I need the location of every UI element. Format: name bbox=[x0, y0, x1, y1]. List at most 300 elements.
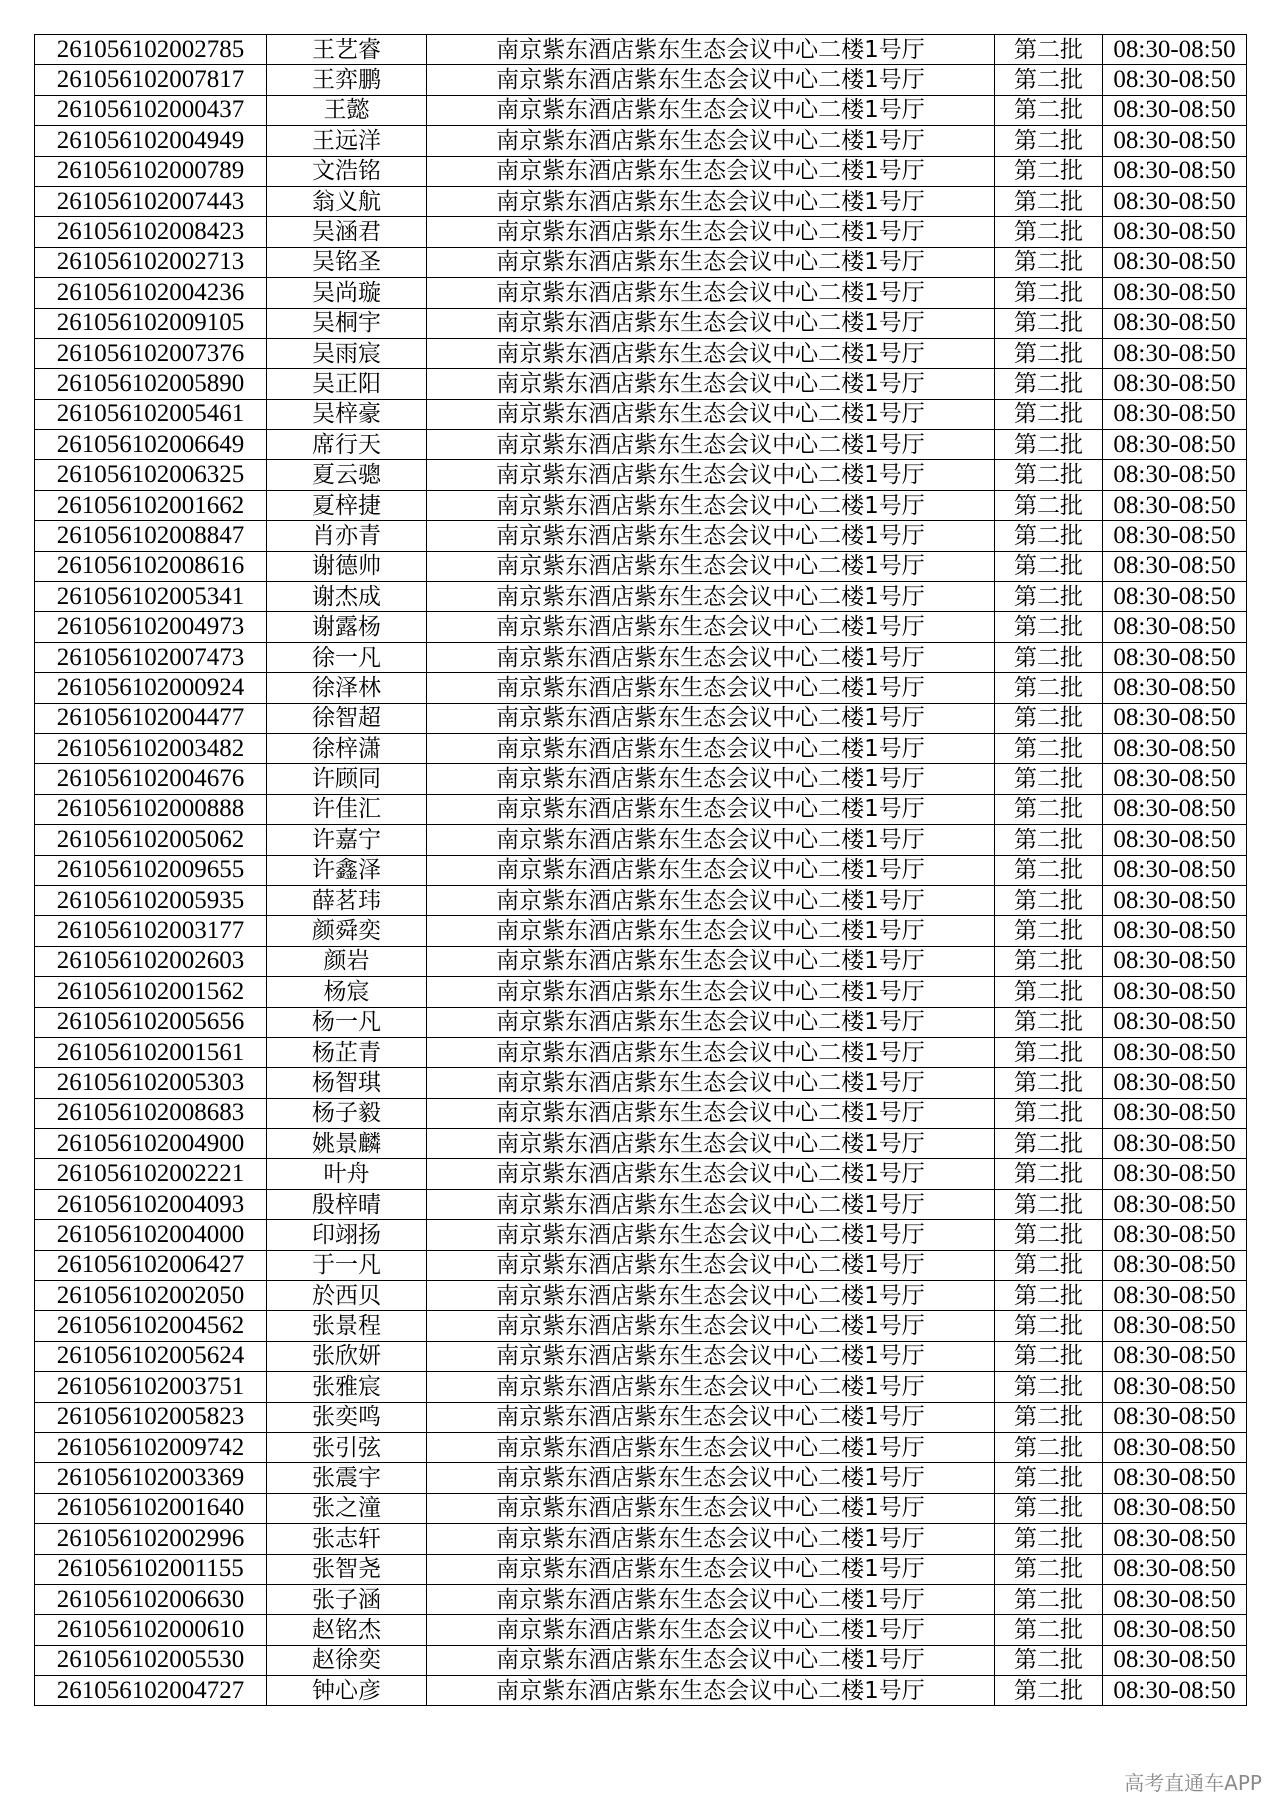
student-name-cell: 赵铭杰 bbox=[267, 1615, 427, 1645]
venue-cell: 南京紫东酒店紫东生态会议中心二楼1号厅 bbox=[427, 1007, 995, 1037]
time-slot-cell: 08:30-08:50 bbox=[1103, 673, 1247, 703]
venue-cell: 南京紫东酒店紫东生态会议中心二楼1号厅 bbox=[427, 308, 995, 338]
batch-cell: 第二批 bbox=[995, 399, 1103, 429]
watermark-text: 高考直通车APP bbox=[1124, 1771, 1262, 1795]
student-name-cell: 张震宇 bbox=[267, 1463, 427, 1493]
table-row bbox=[35, 946, 1247, 976]
time-slot-cell: 08:30-08:50 bbox=[1103, 885, 1247, 915]
batch-cell: 第二批 bbox=[995, 1493, 1103, 1523]
student-name-cell: 夏梓捷 bbox=[267, 490, 427, 520]
batch-cell: 第二批 bbox=[995, 430, 1103, 460]
batch-cell: 第二批 bbox=[995, 885, 1103, 915]
table-row bbox=[35, 1645, 1247, 1675]
venue-cell: 南京紫东酒店紫东生态会议中心二楼1号厅 bbox=[427, 1311, 995, 1341]
time-slot-cell: 08:30-08:50 bbox=[1103, 95, 1247, 125]
venue-cell: 南京紫东酒店紫东生态会议中心二楼1号厅 bbox=[427, 1220, 995, 1250]
exam-id-cell: 261056102000924 bbox=[35, 673, 267, 703]
table-row bbox=[35, 1311, 1247, 1341]
batch-cell: 第二批 bbox=[995, 65, 1103, 95]
time-slot-cell: 08:30-08:50 bbox=[1103, 308, 1247, 338]
exam-schedule-table bbox=[34, 34, 1247, 1706]
venue-cell: 南京紫东酒店紫东生态会议中心二楼1号厅 bbox=[427, 642, 995, 672]
student-name-cell: 许顾同 bbox=[267, 764, 427, 794]
time-slot-cell: 08:30-08:50 bbox=[1103, 460, 1247, 490]
table-row bbox=[35, 308, 1247, 338]
exam-id-cell: 261056102004236 bbox=[35, 278, 267, 308]
venue-cell: 南京紫东酒店紫东生态会议中心二楼1号厅 bbox=[427, 855, 995, 885]
venue-cell: 南京紫东酒店紫东生态会议中心二楼1号厅 bbox=[427, 825, 995, 855]
table-row bbox=[35, 1372, 1247, 1402]
student-name-cell: 夏云骢 bbox=[267, 460, 427, 490]
exam-id-cell: 261056102004562 bbox=[35, 1311, 267, 1341]
venue-cell: 南京紫东酒店紫东生态会议中心二楼1号厅 bbox=[427, 1281, 995, 1311]
table-row bbox=[35, 764, 1247, 794]
venue-cell: 南京紫东酒店紫东生态会议中心二楼1号厅 bbox=[427, 794, 995, 824]
exam-id-cell: 261056102008423 bbox=[35, 217, 267, 247]
exam-id-cell: 261056102009105 bbox=[35, 308, 267, 338]
time-slot-cell: 08:30-08:50 bbox=[1103, 703, 1247, 733]
student-name-cell: 杨芷青 bbox=[267, 1037, 427, 1067]
student-name-cell: 杨智琪 bbox=[267, 1068, 427, 1098]
venue-cell: 南京紫东酒店紫东生态会议中心二楼1号厅 bbox=[427, 126, 995, 156]
student-name-cell: 杨一凡 bbox=[267, 1007, 427, 1037]
batch-cell: 第二批 bbox=[995, 612, 1103, 642]
time-slot-cell: 08:30-08:50 bbox=[1103, 399, 1247, 429]
student-name-cell: 张奕鸣 bbox=[267, 1402, 427, 1432]
time-slot-cell: 08:30-08:50 bbox=[1103, 1372, 1247, 1402]
venue-cell: 南京紫东酒店紫东生态会议中心二楼1号厅 bbox=[427, 460, 995, 490]
student-name-cell: 徐智超 bbox=[267, 703, 427, 733]
exam-id-cell: 261056102001155 bbox=[35, 1554, 267, 1584]
exam-id-cell: 261056102006630 bbox=[35, 1584, 267, 1614]
venue-cell: 南京紫东酒店紫东生态会议中心二楼1号厅 bbox=[427, 1037, 995, 1067]
venue-cell: 南京紫东酒店紫东生态会议中心二楼1号厅 bbox=[427, 1584, 995, 1614]
exam-id-cell: 261056102000437 bbox=[35, 95, 267, 125]
time-slot-cell: 08:30-08:50 bbox=[1103, 1524, 1247, 1554]
venue-cell: 南京紫东酒店紫东生态会议中心二楼1号厅 bbox=[427, 946, 995, 976]
venue-cell: 南京紫东酒店紫东生态会议中心二楼1号厅 bbox=[427, 1098, 995, 1128]
venue-cell: 南京紫东酒店紫东生态会议中心二楼1号厅 bbox=[427, 490, 995, 520]
table-row bbox=[35, 1615, 1247, 1645]
time-slot-cell: 08:30-08:50 bbox=[1103, 490, 1247, 520]
student-name-cell: 王远洋 bbox=[267, 126, 427, 156]
venue-cell: 南京紫东酒店紫东生态会议中心二楼1号厅 bbox=[427, 278, 995, 308]
exam-id-cell: 261056102005341 bbox=[35, 582, 267, 612]
venue-cell: 南京紫东酒店紫东生态会议中心二楼1号厅 bbox=[427, 1129, 995, 1159]
venue-cell: 南京紫东酒店紫东生态会议中心二楼1号厅 bbox=[427, 369, 995, 399]
time-slot-cell: 08:30-08:50 bbox=[1103, 1281, 1247, 1311]
venue-cell: 南京紫东酒店紫东生态会议中心二楼1号厅 bbox=[427, 1068, 995, 1098]
exam-id-cell: 261056102004973 bbox=[35, 612, 267, 642]
venue-cell: 南京紫东酒店紫东生态会议中心二楼1号厅 bbox=[427, 65, 995, 95]
time-slot-cell: 08:30-08:50 bbox=[1103, 65, 1247, 95]
student-name-cell: 张引弦 bbox=[267, 1432, 427, 1462]
student-name-cell: 徐梓潇 bbox=[267, 733, 427, 763]
batch-cell: 第二批 bbox=[995, 1432, 1103, 1462]
time-slot-cell: 08:30-08:50 bbox=[1103, 1676, 1247, 1706]
exam-id-cell: 261056102005624 bbox=[35, 1341, 267, 1371]
table-row bbox=[35, 855, 1247, 885]
student-name-cell: 王弈鹏 bbox=[267, 65, 427, 95]
student-name-cell: 姚景麟 bbox=[267, 1129, 427, 1159]
student-name-cell: 徐泽林 bbox=[267, 673, 427, 703]
table-row bbox=[35, 1129, 1247, 1159]
table-row bbox=[35, 95, 1247, 125]
venue-cell: 南京紫东酒店紫东生态会议中心二楼1号厅 bbox=[427, 1432, 995, 1462]
time-slot-cell: 08:30-08:50 bbox=[1103, 916, 1247, 946]
time-slot-cell: 08:30-08:50 bbox=[1103, 582, 1247, 612]
batch-cell: 第二批 bbox=[995, 156, 1103, 186]
table-row bbox=[35, 794, 1247, 824]
time-slot-cell: 08:30-08:50 bbox=[1103, 642, 1247, 672]
table-row bbox=[35, 1007, 1247, 1037]
exam-id-cell: 261056102000888 bbox=[35, 794, 267, 824]
batch-cell: 第二批 bbox=[995, 35, 1103, 65]
exam-id-cell: 261056102002221 bbox=[35, 1159, 267, 1189]
time-slot-cell: 08:30-08:50 bbox=[1103, 733, 1247, 763]
batch-cell: 第二批 bbox=[995, 977, 1103, 1007]
student-name-cell: 张景程 bbox=[267, 1311, 427, 1341]
student-name-cell: 杨宸 bbox=[267, 977, 427, 1007]
exam-id-cell: 261056102004900 bbox=[35, 1129, 267, 1159]
student-name-cell: 于一凡 bbox=[267, 1250, 427, 1280]
exam-id-cell: 261056102000610 bbox=[35, 1615, 267, 1645]
student-name-cell: 张子涵 bbox=[267, 1584, 427, 1614]
batch-cell: 第二批 bbox=[995, 1676, 1103, 1706]
batch-cell: 第二批 bbox=[995, 338, 1103, 368]
exam-id-cell: 261056102003751 bbox=[35, 1372, 267, 1402]
table-row bbox=[35, 430, 1247, 460]
venue-cell: 南京紫东酒店紫东生态会议中心二楼1号厅 bbox=[427, 916, 995, 946]
venue-cell: 南京紫东酒店紫东生态会议中心二楼1号厅 bbox=[427, 673, 995, 703]
time-slot-cell: 08:30-08:50 bbox=[1103, 1341, 1247, 1371]
batch-cell: 第二批 bbox=[995, 278, 1103, 308]
batch-cell: 第二批 bbox=[995, 1281, 1103, 1311]
table-row bbox=[35, 1037, 1247, 1067]
venue-cell: 南京紫东酒店紫东生态会议中心二楼1号厅 bbox=[427, 156, 995, 186]
student-name-cell: 於西贝 bbox=[267, 1281, 427, 1311]
student-name-cell: 王懿 bbox=[267, 95, 427, 125]
time-slot-cell: 08:30-08:50 bbox=[1103, 278, 1247, 308]
time-slot-cell: 08:30-08:50 bbox=[1103, 1220, 1247, 1250]
time-slot-cell: 08:30-08:50 bbox=[1103, 977, 1247, 1007]
batch-cell: 第二批 bbox=[995, 95, 1103, 125]
batch-cell: 第二批 bbox=[995, 369, 1103, 399]
batch-cell: 第二批 bbox=[995, 1098, 1103, 1128]
student-name-cell: 文浩铭 bbox=[267, 156, 427, 186]
batch-cell: 第二批 bbox=[995, 1129, 1103, 1159]
student-name-cell: 许嘉宁 bbox=[267, 825, 427, 855]
time-slot-cell: 08:30-08:50 bbox=[1103, 1311, 1247, 1341]
batch-cell: 第二批 bbox=[995, 490, 1103, 520]
table-row bbox=[35, 612, 1247, 642]
time-slot-cell: 08:30-08:50 bbox=[1103, 1463, 1247, 1493]
exam-id-cell: 261056102002713 bbox=[35, 247, 267, 277]
table-row bbox=[35, 35, 1247, 65]
student-name-cell: 吴梓豪 bbox=[267, 399, 427, 429]
table-row bbox=[35, 733, 1247, 763]
table-row bbox=[35, 1463, 1247, 1493]
table-row bbox=[35, 217, 1247, 247]
exam-id-cell: 261056102005935 bbox=[35, 885, 267, 915]
student-name-cell: 颜岩 bbox=[267, 946, 427, 976]
exam-id-cell: 261056102001640 bbox=[35, 1493, 267, 1523]
student-name-cell: 颜舜奕 bbox=[267, 916, 427, 946]
exam-id-cell: 261056102007443 bbox=[35, 186, 267, 216]
exam-id-cell: 261056102005656 bbox=[35, 1007, 267, 1037]
batch-cell: 第二批 bbox=[995, 733, 1103, 763]
time-slot-cell: 08:30-08:50 bbox=[1103, 612, 1247, 642]
table-row bbox=[35, 1189, 1247, 1219]
student-name-cell: 薛茗玮 bbox=[267, 885, 427, 915]
exam-id-cell: 261056102003482 bbox=[35, 733, 267, 763]
table-row bbox=[35, 582, 1247, 612]
exam-id-cell: 261056102005823 bbox=[35, 1402, 267, 1432]
exam-id-cell: 261056102003177 bbox=[35, 916, 267, 946]
batch-cell: 第二批 bbox=[995, 1584, 1103, 1614]
batch-cell: 第二批 bbox=[995, 1402, 1103, 1432]
exam-id-cell: 261056102006325 bbox=[35, 460, 267, 490]
exam-id-cell: 261056102005890 bbox=[35, 369, 267, 399]
table-row bbox=[35, 977, 1247, 1007]
exam-id-cell: 261056102007473 bbox=[35, 642, 267, 672]
table-row bbox=[35, 642, 1247, 672]
table-row bbox=[35, 1524, 1247, 1554]
table-row bbox=[35, 1554, 1247, 1584]
batch-cell: 第二批 bbox=[995, 673, 1103, 703]
exam-id-cell: 261056102002996 bbox=[35, 1524, 267, 1554]
student-name-cell: 翁义航 bbox=[267, 186, 427, 216]
exam-id-cell: 261056102004093 bbox=[35, 1189, 267, 1219]
exam-id-cell: 261056102005303 bbox=[35, 1068, 267, 1098]
batch-cell: 第二批 bbox=[995, 794, 1103, 824]
table-row bbox=[35, 703, 1247, 733]
time-slot-cell: 08:30-08:50 bbox=[1103, 825, 1247, 855]
exam-id-cell: 261056102002603 bbox=[35, 946, 267, 976]
batch-cell: 第二批 bbox=[995, 703, 1103, 733]
venue-cell: 南京紫东酒店紫东生态会议中心二楼1号厅 bbox=[427, 338, 995, 368]
time-slot-cell: 08:30-08:50 bbox=[1103, 430, 1247, 460]
time-slot-cell: 08:30-08:50 bbox=[1103, 1584, 1247, 1614]
table-row bbox=[35, 673, 1247, 703]
exam-id-cell: 261056102009655 bbox=[35, 855, 267, 885]
time-slot-cell: 08:30-08:50 bbox=[1103, 764, 1247, 794]
student-name-cell: 张雅宸 bbox=[267, 1372, 427, 1402]
venue-cell: 南京紫东酒店紫东生态会议中心二楼1号厅 bbox=[427, 703, 995, 733]
venue-cell: 南京紫东酒店紫东生态会议中心二楼1号厅 bbox=[427, 612, 995, 642]
exam-id-cell: 261056102007817 bbox=[35, 65, 267, 95]
table-row bbox=[35, 1341, 1247, 1371]
venue-cell: 南京紫东酒店紫东生态会议中心二楼1号厅 bbox=[427, 35, 995, 65]
time-slot-cell: 08:30-08:50 bbox=[1103, 1129, 1247, 1159]
batch-cell: 第二批 bbox=[995, 582, 1103, 612]
venue-cell: 南京紫东酒店紫东生态会议中心二楼1号厅 bbox=[427, 95, 995, 125]
time-slot-cell: 08:30-08:50 bbox=[1103, 1189, 1247, 1219]
venue-cell: 南京紫东酒店紫东生态会议中心二楼1号厅 bbox=[427, 1615, 995, 1645]
batch-cell: 第二批 bbox=[995, 186, 1103, 216]
batch-cell: 第二批 bbox=[995, 1189, 1103, 1219]
table-row bbox=[35, 1281, 1247, 1311]
exam-id-cell: 261056102001562 bbox=[35, 977, 267, 1007]
time-slot-cell: 08:30-08:50 bbox=[1103, 1037, 1247, 1067]
time-slot-cell: 08:30-08:50 bbox=[1103, 1554, 1247, 1584]
student-name-cell: 叶舟 bbox=[267, 1159, 427, 1189]
venue-cell: 南京紫东酒店紫东生态会议中心二楼1号厅 bbox=[427, 247, 995, 277]
time-slot-cell: 08:30-08:50 bbox=[1103, 35, 1247, 65]
student-name-cell: 肖亦青 bbox=[267, 521, 427, 551]
batch-cell: 第二批 bbox=[995, 126, 1103, 156]
student-name-cell: 席行天 bbox=[267, 430, 427, 460]
table-row bbox=[35, 460, 1247, 490]
exam-id-cell: 261056102008616 bbox=[35, 551, 267, 581]
student-name-cell: 杨子毅 bbox=[267, 1098, 427, 1128]
student-name-cell: 张欣妍 bbox=[267, 1341, 427, 1371]
time-slot-cell: 08:30-08:50 bbox=[1103, 338, 1247, 368]
student-name-cell: 吴正阳 bbox=[267, 369, 427, 399]
exam-id-cell: 261056102006649 bbox=[35, 430, 267, 460]
exam-id-cell: 261056102005062 bbox=[35, 825, 267, 855]
venue-cell: 南京紫东酒店紫东生态会议中心二楼1号厅 bbox=[427, 1341, 995, 1371]
batch-cell: 第二批 bbox=[995, 1524, 1103, 1554]
table-row bbox=[35, 1402, 1247, 1432]
venue-cell: 南京紫东酒店紫东生态会议中心二楼1号厅 bbox=[427, 885, 995, 915]
batch-cell: 第二批 bbox=[995, 764, 1103, 794]
student-name-cell: 王艺睿 bbox=[267, 35, 427, 65]
student-name-cell: 殷梓晴 bbox=[267, 1189, 427, 1219]
venue-cell: 南京紫东酒店紫东生态会议中心二楼1号厅 bbox=[427, 582, 995, 612]
table-row bbox=[35, 521, 1247, 551]
batch-cell: 第二批 bbox=[995, 217, 1103, 247]
student-name-cell: 吴雨宸 bbox=[267, 338, 427, 368]
time-slot-cell: 08:30-08:50 bbox=[1103, 1250, 1247, 1280]
table-row bbox=[35, 1159, 1247, 1189]
student-name-cell: 吴铭圣 bbox=[267, 247, 427, 277]
batch-cell: 第二批 bbox=[995, 1159, 1103, 1189]
venue-cell: 南京紫东酒店紫东生态会议中心二楼1号厅 bbox=[427, 1189, 995, 1219]
table-row bbox=[35, 1493, 1247, 1523]
time-slot-cell: 08:30-08:50 bbox=[1103, 855, 1247, 885]
venue-cell: 南京紫东酒店紫东生态会议中心二楼1号厅 bbox=[427, 1524, 995, 1554]
exam-id-cell: 261056102004477 bbox=[35, 703, 267, 733]
batch-cell: 第二批 bbox=[995, 642, 1103, 672]
venue-cell: 南京紫东酒店紫东生态会议中心二楼1号厅 bbox=[427, 186, 995, 216]
table-row bbox=[35, 399, 1247, 429]
table-row bbox=[35, 369, 1247, 399]
venue-cell: 南京紫东酒店紫东生态会议中心二楼1号厅 bbox=[427, 521, 995, 551]
batch-cell: 第二批 bbox=[995, 308, 1103, 338]
student-name-cell: 张之潼 bbox=[267, 1493, 427, 1523]
batch-cell: 第二批 bbox=[995, 1037, 1103, 1067]
student-name-cell: 谢露杨 bbox=[267, 612, 427, 642]
venue-cell: 南京紫东酒店紫东生态会议中心二楼1号厅 bbox=[427, 1554, 995, 1584]
student-name-cell: 许佳汇 bbox=[267, 794, 427, 824]
batch-cell: 第二批 bbox=[995, 1645, 1103, 1675]
time-slot-cell: 08:30-08:50 bbox=[1103, 1068, 1247, 1098]
venue-cell: 南京紫东酒店紫东生态会议中心二楼1号厅 bbox=[427, 1493, 995, 1523]
batch-cell: 第二批 bbox=[995, 916, 1103, 946]
table-row bbox=[35, 916, 1247, 946]
batch-cell: 第二批 bbox=[995, 521, 1103, 551]
student-name-cell: 吴尚璇 bbox=[267, 278, 427, 308]
venue-cell: 南京紫东酒店紫东生态会议中心二楼1号厅 bbox=[427, 430, 995, 460]
time-slot-cell: 08:30-08:50 bbox=[1103, 1645, 1247, 1675]
venue-cell: 南京紫东酒店紫东生态会议中心二楼1号厅 bbox=[427, 733, 995, 763]
venue-cell: 南京紫东酒店紫东生态会议中心二楼1号厅 bbox=[427, 1645, 995, 1675]
time-slot-cell: 08:30-08:50 bbox=[1103, 126, 1247, 156]
exam-id-cell: 261056102005530 bbox=[35, 1645, 267, 1675]
time-slot-cell: 08:30-08:50 bbox=[1103, 1615, 1247, 1645]
student-name-cell: 钟心彦 bbox=[267, 1676, 427, 1706]
student-name-cell: 张智尧 bbox=[267, 1554, 427, 1584]
exam-id-cell: 261056102004000 bbox=[35, 1220, 267, 1250]
batch-cell: 第二批 bbox=[995, 1220, 1103, 1250]
exam-schedule-body bbox=[35, 35, 1247, 1706]
venue-cell: 南京紫东酒店紫东生态会议中心二楼1号厅 bbox=[427, 399, 995, 429]
time-slot-cell: 08:30-08:50 bbox=[1103, 1098, 1247, 1128]
student-name-cell: 赵徐奕 bbox=[267, 1645, 427, 1675]
exam-id-cell: 261056102004676 bbox=[35, 764, 267, 794]
table-row bbox=[35, 1220, 1247, 1250]
exam-id-cell: 261056102003369 bbox=[35, 1463, 267, 1493]
batch-cell: 第二批 bbox=[995, 1341, 1103, 1371]
batch-cell: 第二批 bbox=[995, 1554, 1103, 1584]
venue-cell: 南京紫东酒店紫东生态会议中心二楼1号厅 bbox=[427, 1372, 995, 1402]
time-slot-cell: 08:30-08:50 bbox=[1103, 1007, 1247, 1037]
time-slot-cell: 08:30-08:50 bbox=[1103, 946, 1247, 976]
venue-cell: 南京紫东酒店紫东生态会议中心二楼1号厅 bbox=[427, 977, 995, 1007]
time-slot-cell: 08:30-08:50 bbox=[1103, 156, 1247, 186]
venue-cell: 南京紫东酒店紫东生态会议中心二楼1号厅 bbox=[427, 551, 995, 581]
exam-id-cell: 261056102008683 bbox=[35, 1098, 267, 1128]
exam-id-cell: 261056102002785 bbox=[35, 35, 267, 65]
batch-cell: 第二批 bbox=[995, 247, 1103, 277]
table-row bbox=[35, 1250, 1247, 1280]
table-row bbox=[35, 247, 1247, 277]
exam-id-cell: 261056102009742 bbox=[35, 1432, 267, 1462]
venue-cell: 南京紫东酒店紫东生态会议中心二楼1号厅 bbox=[427, 1676, 995, 1706]
exam-id-cell: 261056102002050 bbox=[35, 1281, 267, 1311]
student-name-cell: 张志轩 bbox=[267, 1524, 427, 1554]
exam-id-cell: 261056102004949 bbox=[35, 126, 267, 156]
time-slot-cell: 08:30-08:50 bbox=[1103, 1432, 1247, 1462]
student-name-cell: 谢杰成 bbox=[267, 582, 427, 612]
table-row bbox=[35, 278, 1247, 308]
batch-cell: 第二批 bbox=[995, 1372, 1103, 1402]
batch-cell: 第二批 bbox=[995, 1068, 1103, 1098]
batch-cell: 第二批 bbox=[995, 1311, 1103, 1341]
batch-cell: 第二批 bbox=[995, 946, 1103, 976]
batch-cell: 第二批 bbox=[995, 460, 1103, 490]
batch-cell: 第二批 bbox=[995, 1463, 1103, 1493]
time-slot-cell: 08:30-08:50 bbox=[1103, 521, 1247, 551]
table-row bbox=[35, 1432, 1247, 1462]
venue-cell: 南京紫东酒店紫东生态会议中心二楼1号厅 bbox=[427, 217, 995, 247]
table-row bbox=[35, 1676, 1247, 1706]
exam-id-cell: 261056102004727 bbox=[35, 1676, 267, 1706]
table-row bbox=[35, 338, 1247, 368]
table-row bbox=[35, 551, 1247, 581]
student-name-cell: 吴涵君 bbox=[267, 217, 427, 247]
time-slot-cell: 08:30-08:50 bbox=[1103, 1159, 1247, 1189]
time-slot-cell: 08:30-08:50 bbox=[1103, 1493, 1247, 1523]
exam-id-cell: 261056102001662 bbox=[35, 490, 267, 520]
time-slot-cell: 08:30-08:50 bbox=[1103, 217, 1247, 247]
venue-cell: 南京紫东酒店紫东生态会议中心二楼1号厅 bbox=[427, 1463, 995, 1493]
batch-cell: 第二批 bbox=[995, 1250, 1103, 1280]
batch-cell: 第二批 bbox=[995, 1615, 1103, 1645]
table-row bbox=[35, 1068, 1247, 1098]
time-slot-cell: 08:30-08:50 bbox=[1103, 551, 1247, 581]
